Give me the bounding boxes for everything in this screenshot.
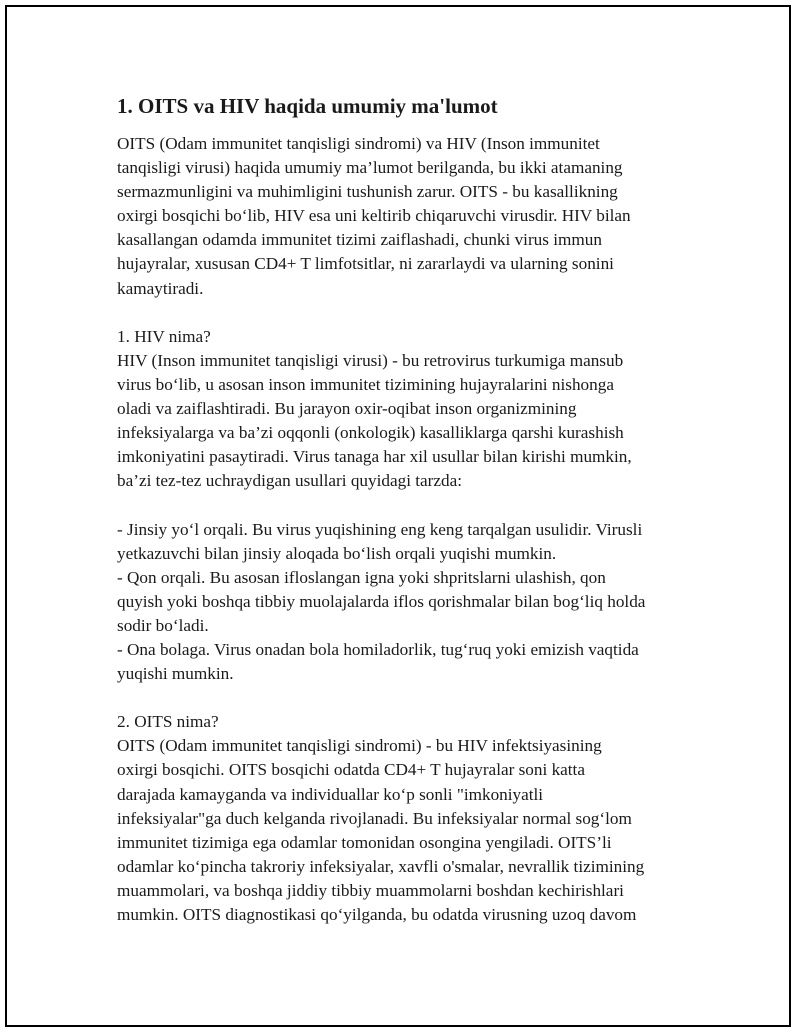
text-line: quyish yoki boshqa tibbiy muolajalarda iflos qorishmalar bilan bog‘liq holda xyxy=(117,591,646,611)
text-line: oxirgi bosqichi bo‘lib, HIV esa uni keltirib chiqaruvchi virusdir. HIV bilan xyxy=(117,206,631,226)
paragraph-gap xyxy=(117,686,697,710)
text-line: odamlar ko‘pincha takroriy infeksiyalar, xavfli o'smalar, nevrallik tizimining xyxy=(117,856,645,876)
paragraph xyxy=(117,518,697,687)
text-line: yetkazuvchi bilan jinsiy aloqada bo‘lish orqali yuqishi mumkin. xyxy=(117,543,557,563)
paragraph xyxy=(117,710,697,927)
text-line: darajada kamayganda va individuallar ko‘p sonli "imkoniyatli xyxy=(117,784,544,804)
text-line: OITS (Odam immunitet tanqisligi sindromi) va HIV (Inson immunitet xyxy=(117,134,600,153)
paragraph xyxy=(117,325,697,494)
text-line: imkoniyatini pasaytiradi. Virus tanaga har xil usullar bilan kirishi mumkin, xyxy=(117,447,632,467)
text-line: infeksiyalar"ga duch kelganda rivojlanadi. Bu infeksiyalar normal sog‘lom xyxy=(117,808,632,828)
text-line: sermazmunligini va muhimligini tushunish zarur. OITS - bu kasallikning xyxy=(117,182,618,202)
text-line: infeksiyalarga va ba’zi oqqonli (onkologik) kasalliklarga qarshi kurashish xyxy=(117,423,624,443)
text-line: 2. OITS nima? xyxy=(117,712,219,732)
paragraph-gap xyxy=(117,301,697,325)
paragraph-gap xyxy=(117,493,697,517)
text-line: oxirgi bosqichi. OITS bosqichi odatda CD4+ T hujayralar soni katta xyxy=(117,760,585,780)
paragraph-container xyxy=(117,132,697,927)
text-line: hujayralar, xususan CD4+ T limfotsitlar, ni zararlaydi va ularning sonini xyxy=(117,254,614,274)
text-line: - Qon orqali. Bu asosan ifloslangan igna yoki shpritslarni ulashish, qon xyxy=(117,567,606,587)
text-line: kamaytiradi. xyxy=(117,278,204,298)
text-line: tanqisligi virusi) haqida umumiy ma’lumot berilganda, bu ikki atamaning xyxy=(117,158,623,178)
text-line: HIV (Inson immunitet tanqisligi virusi) - bu retrovirus turkumiga mansub xyxy=(117,350,624,370)
text-line: ba’zi tez-tez uchraydigan usullari quyidagi tarzda: xyxy=(117,471,463,491)
text-line: virus bo‘lib, u asosan inson immunitet tizimining hujayralarini nishonga xyxy=(117,374,614,394)
document-body xyxy=(117,92,697,927)
text-line: - Jinsiy yo‘l orqali. Bu virus yuqishining eng keng tarqalgan usulidir. Virusli xyxy=(117,519,643,539)
text-line: yuqishi mumkin. xyxy=(117,664,234,684)
text-line: - Ona bolaga. Virus onadan bola homiladorlik, tug‘ruq yoki emizish vaqtida xyxy=(117,639,639,659)
text-line: OITS (Odam immunitet tanqisligi sindromi) - bu HIV infektsiyasining xyxy=(117,736,602,756)
section-heading: 1. OITS va HIV haqida umumiy ma'lumot xyxy=(117,94,498,118)
text-line: mumkin. OITS diagnostikasi qo‘yilganda, bu odatda virusning uzoq davom xyxy=(117,905,637,924)
text-line: 1. HIV nima? xyxy=(117,326,211,346)
text-line: sodir bo‘ladi. xyxy=(117,615,209,635)
text-line: kasallangan odamda immunitet tizimi zaiflashadi, chunki virus immun xyxy=(117,230,602,250)
text-line: immunitet tizimiga ega odamlar tomonidan osongina yengiladi. OITS’li xyxy=(117,832,612,852)
text-line: muammolari, va boshqa jiddiy tibbiy muammolarni boshdan kechirishlari xyxy=(117,880,624,900)
paragraph xyxy=(117,132,697,301)
text-line: oladi va zaiflashtiradi. Bu jarayon oxir-oqibat inson organizmining xyxy=(117,399,577,419)
